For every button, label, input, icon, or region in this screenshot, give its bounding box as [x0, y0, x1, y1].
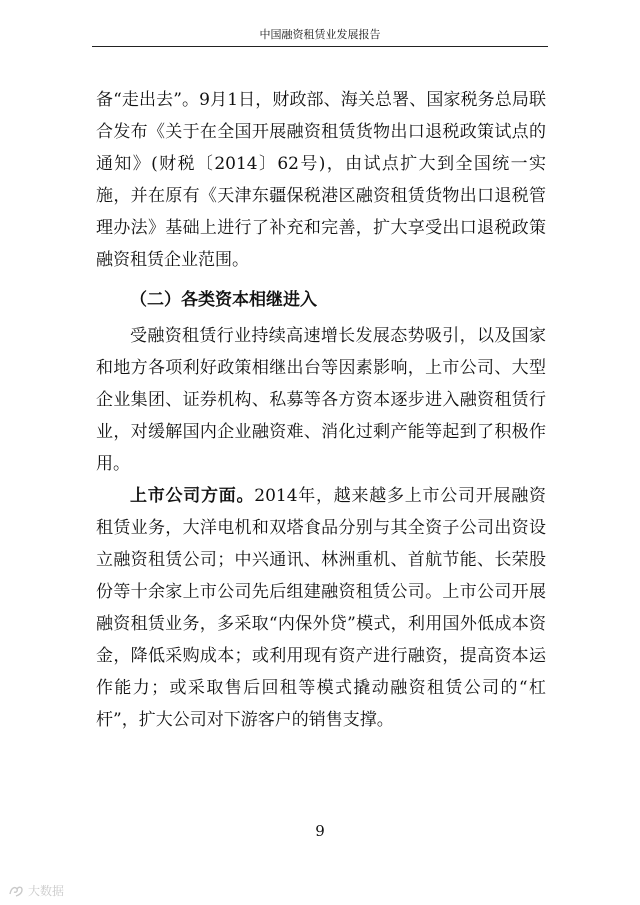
watermark-text: 大数据: [28, 884, 65, 898]
page-body: [96, 84, 546, 736]
watermark: [8, 882, 64, 899]
logo-icon: [8, 884, 24, 898]
paragraph-capital-inflow: 受融资租赁行业持续高速增长发展态势吸引，以及国家和地方各项利好政策相继出台等因素影响，上市公司、大型企业集团、证券机构、私募等各方资本逐步进入融资租赁行业，对缓解国内企业融资难、消化过剩产能等起到了积极作用。: [96, 326, 546, 474]
paragraph-listed-companies: [96, 480, 546, 736]
paragraph-text: 2014年，越来越多上市公司开展融资租赁业务，大洋电机和双塔食品分别与其全资子公司出资设立融资租赁公司；中兴通讯、林洲重机、首航节能、长荣股份等十余家上市公司先后组建融资租赁公司。上市公司开展融资租赁业务，多采取“内保外贷”模式，利用国外低成本资金，降低采购成本；或利用现有资产进行融资，提高资本运作能力；或采取售后回租等模式撬动融资租赁公司的“杠杆”，扩大公司对下游客户的销售支撑。: [96, 486, 547, 730]
page-number: 9: [315, 822, 325, 840]
paragraph-continuation: 备“走出去”。9月1日，财政部、海关总署、国家税务总局联合发布《关于在全国开展融资租赁货物出口退税政策试点的通知》(财税〔2014〕62号)，由试点扩大到全国统一实施，并在原有《天津东疆保税港区融资租赁货物出口退税管理办法》基础上进行了补充和完善，扩大享受出口退税政策融资租赁企业范围。: [96, 90, 546, 270]
paragraph-lead: 上市公司方面。: [130, 486, 255, 506]
section-heading: （二）各类资本相继进入: [130, 290, 317, 310]
page-header: [92, 26, 548, 47]
header-title: 中国融资租赁业发展报告: [259, 28, 381, 41]
